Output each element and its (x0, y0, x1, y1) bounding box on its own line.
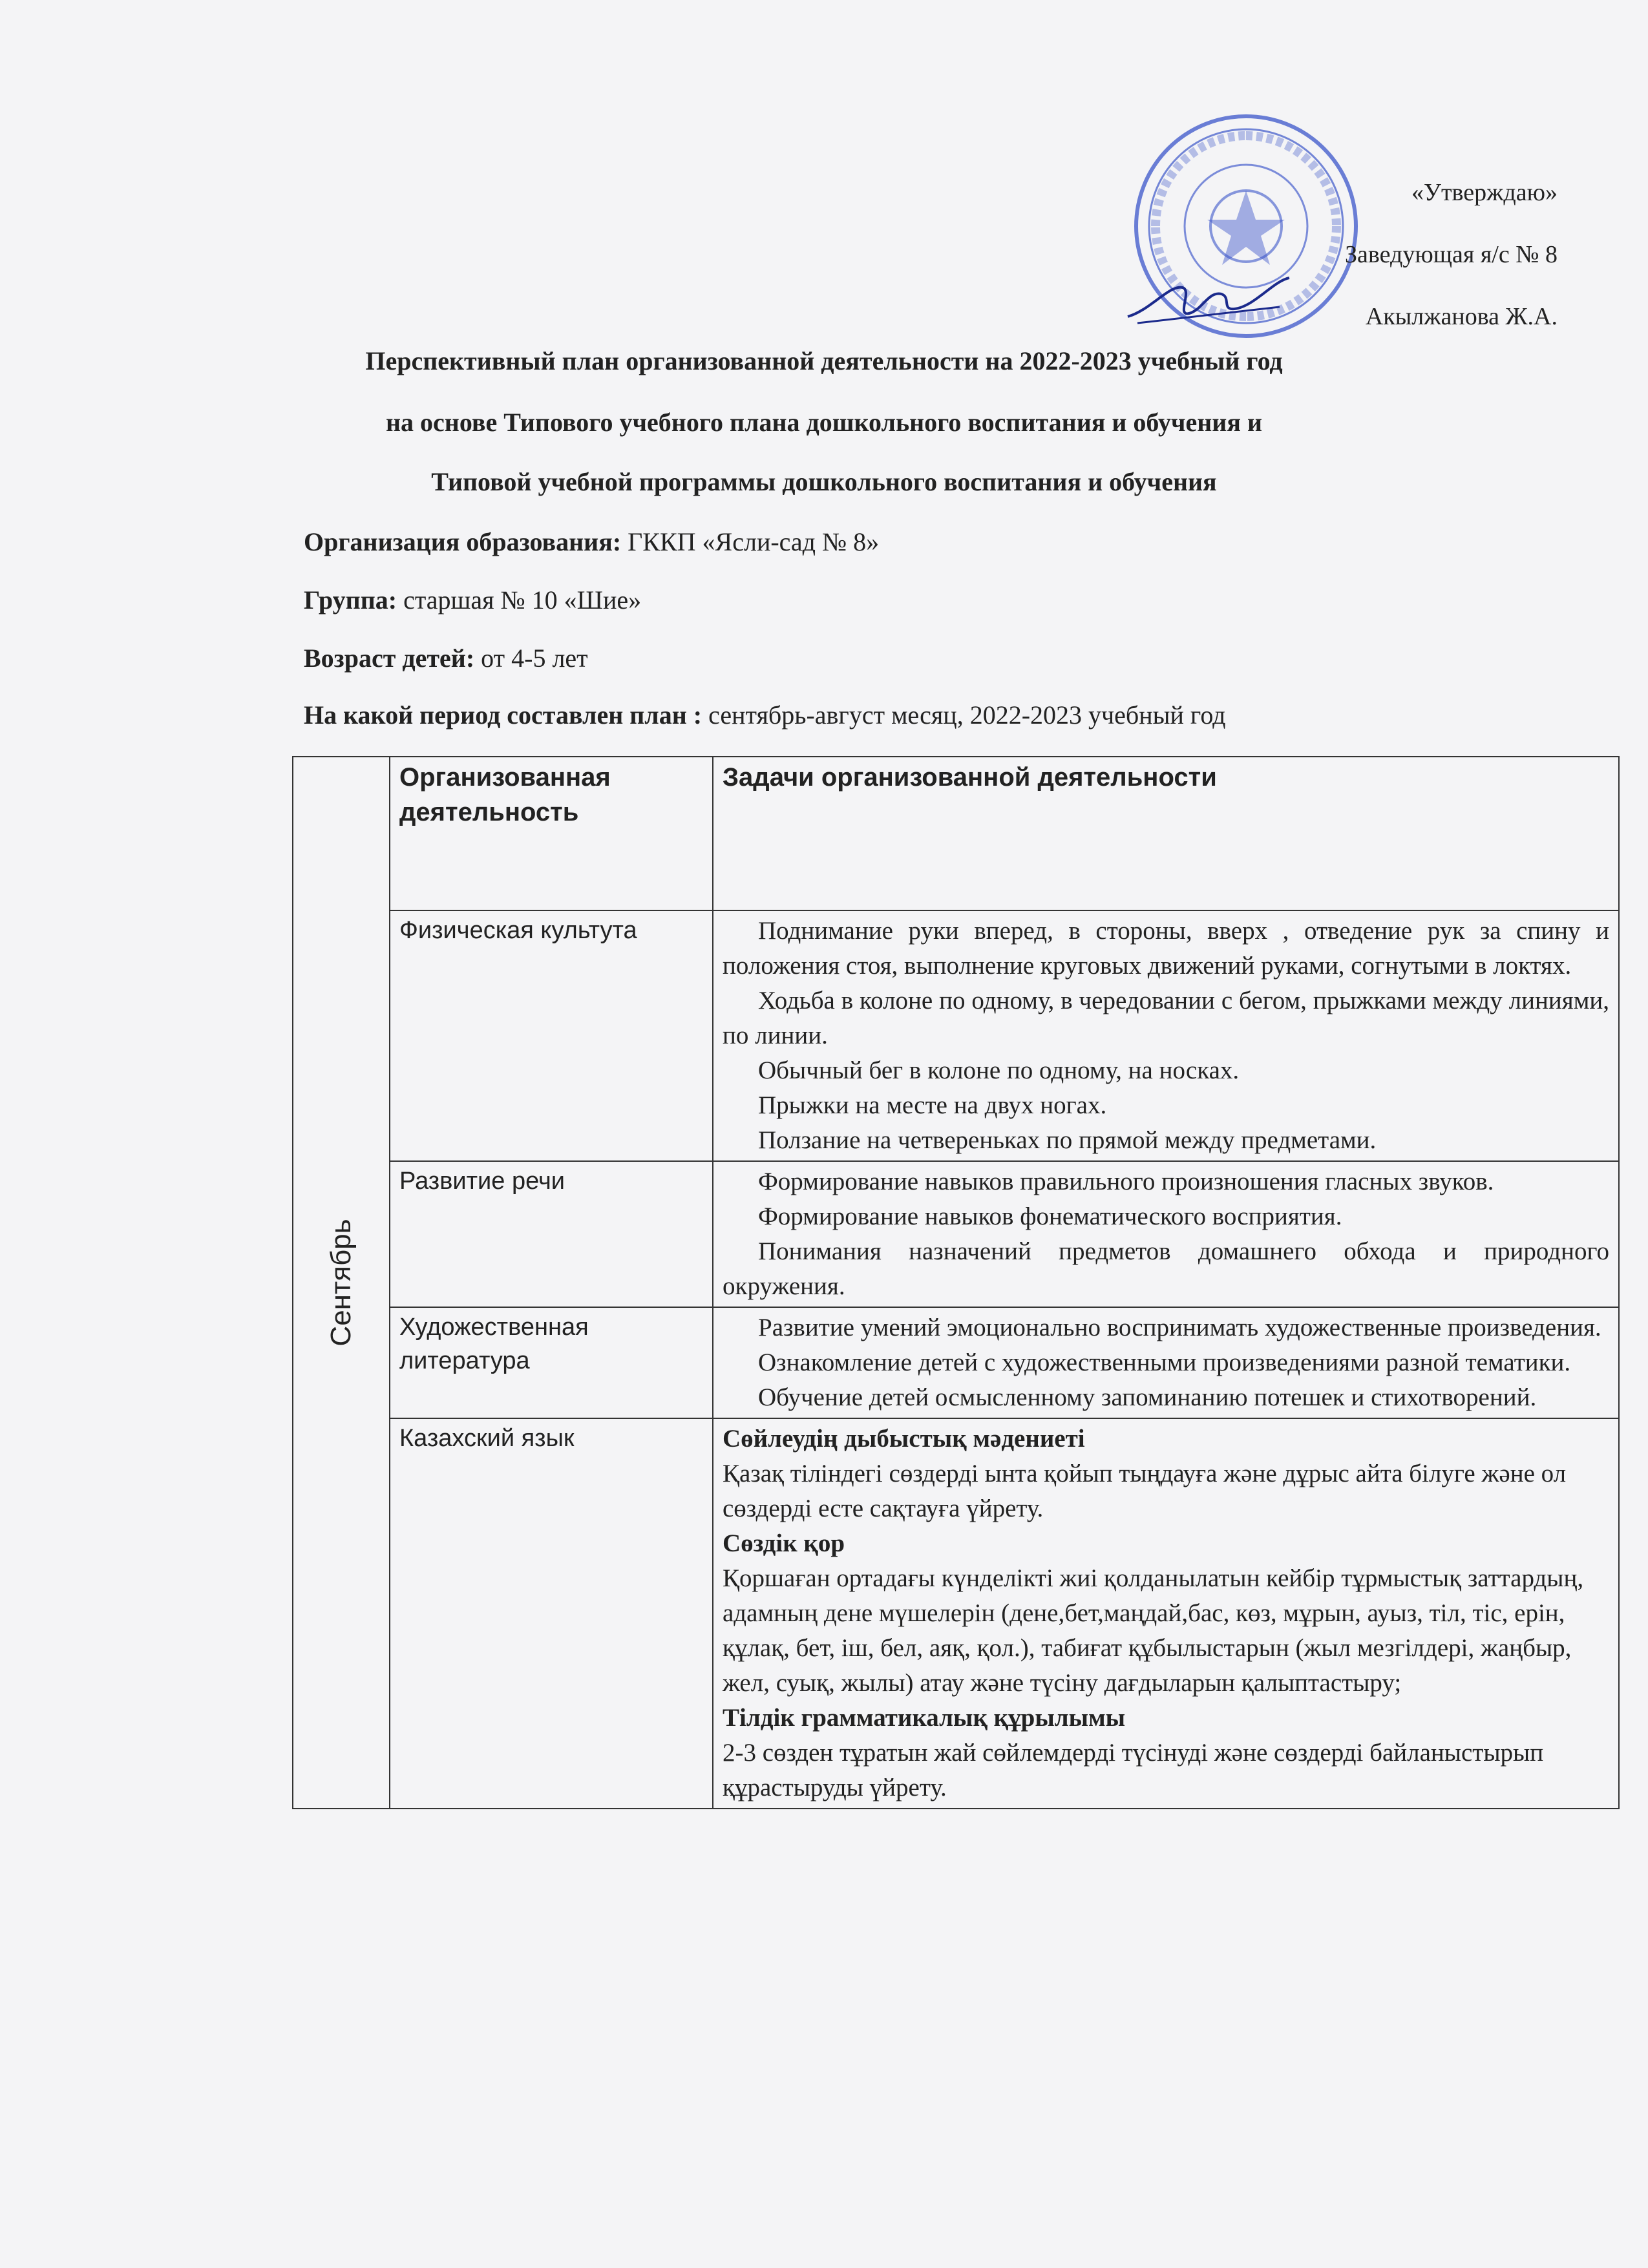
tasks-cell (713, 1161, 1619, 1307)
meta-period-value: сентябрь-август месяц, 2022-2023 учебный год (702, 700, 1226, 730)
meta-group (304, 585, 641, 615)
section-text: 2-3 сөзден тұратын жай сөйлемдерді түсінуді және сөздерді байланыстырып құрастыруды үйрету. (723, 1739, 1544, 1801)
task-paragraph: Понимания назначений предметов домашнего обхода и природного окружения. (723, 1237, 1609, 1300)
task-paragraph: Поднимание руки вперед, в стороны, вверх , отведение рук за спину и положения стоя, выполнение круговых движений руками, согнутыми в локтях. (723, 917, 1609, 980)
meta-age (304, 643, 588, 673)
month-label: Сентябрь (325, 1219, 357, 1347)
section-heading: Тілдік грамматикалық құрылымы (723, 1704, 1126, 1732)
task-paragraph: Формирование навыков фонематического восприятия. (758, 1202, 1342, 1230)
meta-age-value: от 4-5 лет (474, 644, 588, 673)
table-row (293, 1418, 1619, 1809)
section-text: Қазақ тіліндегі сөздерді ынта қойып тыңдауға және дұрыс айта білуге және ол сөздерді есте сақтауға үйрету. (723, 1460, 1567, 1522)
signature-icon (1125, 271, 1293, 330)
table-row (293, 910, 1619, 1161)
task-paragraph: Обучение детей осмысленному запоминанию потешек и стихотворений. (758, 1383, 1537, 1411)
table-header-row (293, 757, 1619, 910)
meta-age-label: Возраст детей: (304, 644, 475, 673)
title-line-3: Типовой учебной программы дошкольного воспитания и обучения (431, 467, 1217, 496)
meta-period (304, 700, 1226, 730)
tasks-cell (713, 1418, 1619, 1809)
meta-group-label: Группа: (304, 585, 397, 614)
subject-cell: Развитие речи (390, 1161, 713, 1307)
task-paragraph: Прыжки на месте на двух ногах. (758, 1091, 1107, 1119)
approval-line-1: «Утверждаю» (1411, 179, 1558, 206)
tasks-cell (713, 910, 1619, 1161)
task-paragraph: Обычный бег в колоне по одному, на носках. (758, 1056, 1240, 1084)
task-paragraph: Развитие умений эмоционально воспринимать художественные произведения. (758, 1314, 1601, 1341)
table-row (293, 1307, 1619, 1418)
meta-organization (304, 527, 879, 557)
month-cell (293, 757, 390, 1809)
section-text: Қоршаған ортадағы күнделікті жиі қолданылатын кейбір тұрмыстық заттардың, адамның дене мүшелерін (дене,бет,маңдай,бас, көз, мұрын, ауыз, тіл, тіс, ерін, құлақ, бет, іш, бел, аяқ, қол.), табиғат құбылыстарын (жыл мезгілдері, жаңбыр, жел, суық, жылы) атау және түсіну дағдыларын қалыптастыру; (723, 1564, 1584, 1697)
plan-table (292, 756, 1620, 1809)
subject-cell: Физическая культута (390, 910, 713, 1161)
header-activity: Организованная деятельность (390, 757, 713, 910)
approval-block (1345, 162, 1558, 348)
table-row (293, 1161, 1619, 1307)
subject-cell: Казахский язык (390, 1418, 713, 1809)
section-heading: Сөздік қор (723, 1529, 845, 1557)
meta-period-label: На какой период составлен план : (304, 700, 703, 730)
subject-cell: Художественная литература (390, 1307, 713, 1418)
task-paragraph: Ползание на четвереньках по прямой между предметами. (758, 1126, 1377, 1154)
task-paragraph: Ознакомление детей с художественными произведениями разной тематики. (758, 1349, 1571, 1376)
tasks-cell (713, 1307, 1619, 1418)
header-tasks: Задачи организованной деятельности (713, 757, 1619, 910)
title-line-1: Перспективный план организованной деятельности на 2022-2023 учебный год (365, 346, 1283, 375)
approval-line-3: Акылжанова Ж.А. (1365, 303, 1558, 330)
task-paragraph: Формирование навыков правильного произношения гласных звуков. (758, 1168, 1494, 1195)
section-heading: Сөйлеудің дыбыстық мәдениеті (723, 1425, 1085, 1453)
meta-group-value: старшая № 10 «Шие» (397, 585, 642, 614)
meta-organization-value: ГККП «Ясли-сад № 8» (621, 527, 880, 556)
meta-organization-label: Организация образования: (304, 527, 622, 556)
approval-line-2: Заведующая я/с № 8 (1345, 241, 1558, 268)
task-paragraph: Ходьба в колоне по одному, в чередовании с бегом, прыжками между линиями, по линии. (723, 987, 1609, 1049)
title-line-2: на основе Типового учебного плана дошкольного воспитания и обучения и (385, 408, 1262, 437)
